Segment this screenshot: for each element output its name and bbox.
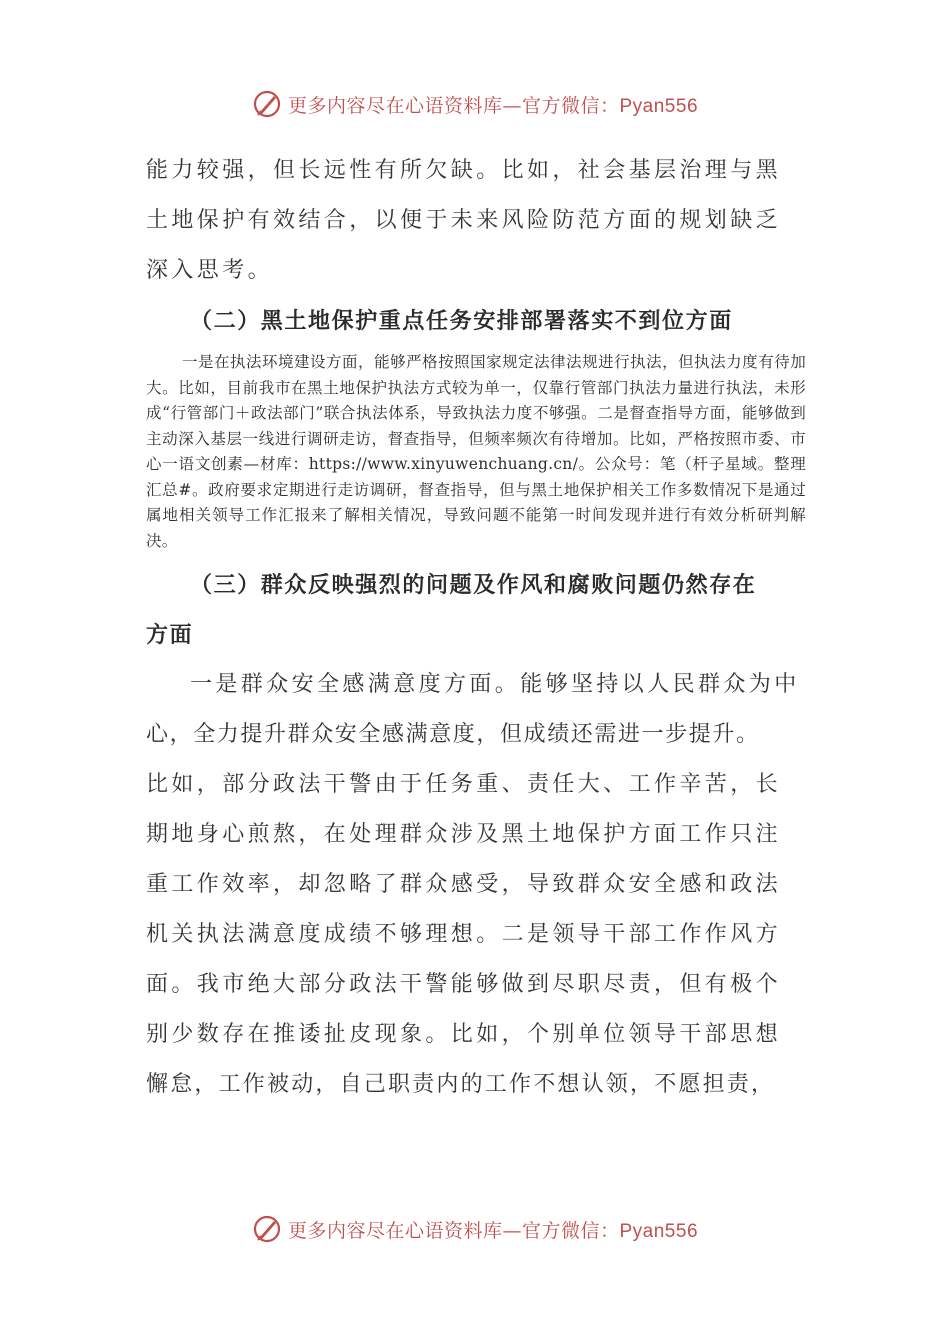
body-line: 深入思考。 [146, 258, 274, 283]
body-line: 一是群众安全感满意度方面。能够坚持以人民群众为中 [190, 672, 800, 697]
body-line: 期地身心煎熬，在处理群众涉及黑土地保护方面工作只注 [146, 822, 782, 847]
dense-paragraph: 一是在执法环境建设方面，能够严格按照国家规定法律法规进行执法，但执法力度有待加大。比如，目前我市在黑土地保护执法方式较为单一，仅靠行管部门执法力量进行执法，未形成“行管部门＋政法部门”联合执法体系，导致执法力度不够强。二是督查指导方面，能够做到主动深入基层一线进行调研走访，督查指导，但频率频次有待增加。比如，严格按照市委、市心一语文创素—材库：https://www.xinyuwenchuang.cn/。公众号：笔（杆子星域。整理汇总#。政府要求定期进行走访调研，督查指导，但与黑土地保护相关工作多数情况下是通过属地相关领导工作汇报来了解相关情况，导致问题不能第一时间发现并进行有效分析研判解决。 [146, 353, 806, 550]
section-heading-3: （三）群众反映强烈的问题及作风和腐败问题仍然存在 [190, 572, 757, 598]
quill-pen-logo-icon [252, 89, 282, 119]
document-body [146, 146, 806, 1110]
body-line: 比如，部分政法干警由于任务重、责任大、工作辛苦，长 [146, 772, 782, 797]
body-line: 懈怠，工作被动，自己职责内的工作不想认领，不愿担责， [146, 1072, 776, 1097]
body-line: 能力较强，但长远性有所欠缺。比如，社会基层治理与黑 [146, 158, 782, 183]
header-banner [0, 84, 950, 124]
body-line: 别少数存在推诿扯皮现象。比如，个别单位领导干部思想 [146, 1022, 782, 1047]
footer-banner [0, 1209, 950, 1249]
banner-text: 更多内容尽在心语资料库—官方微信：Pyan556 [287, 94, 699, 117]
section-heading-2: （二）黑土地保护重点任务安排部署落实不到位方面 [190, 308, 733, 334]
body-line: 心，全力提升群众安全感满意度，但成绩还需进一步提升。 [146, 722, 760, 747]
quill-pen-logo-icon [252, 1214, 282, 1244]
banner-text: 更多内容尽在心语资料库—官方微信：Pyan556 [287, 1219, 699, 1242]
body-line: 重工作效率，却忽略了群众感受，导致群众安全感和政法 [146, 872, 782, 897]
body-line: 机关执法满意度成绩不够理想。二是领导干部工作作风方 [146, 922, 782, 947]
section-heading-3-cont: 方面 [146, 622, 194, 648]
body-line: 土地保护有效结合，以便于未来风险防范方面的规划缺乏 [146, 208, 782, 233]
body-line: 面。我市绝大部分政法干警能够做到尽职尽责，但有极个 [146, 972, 782, 997]
